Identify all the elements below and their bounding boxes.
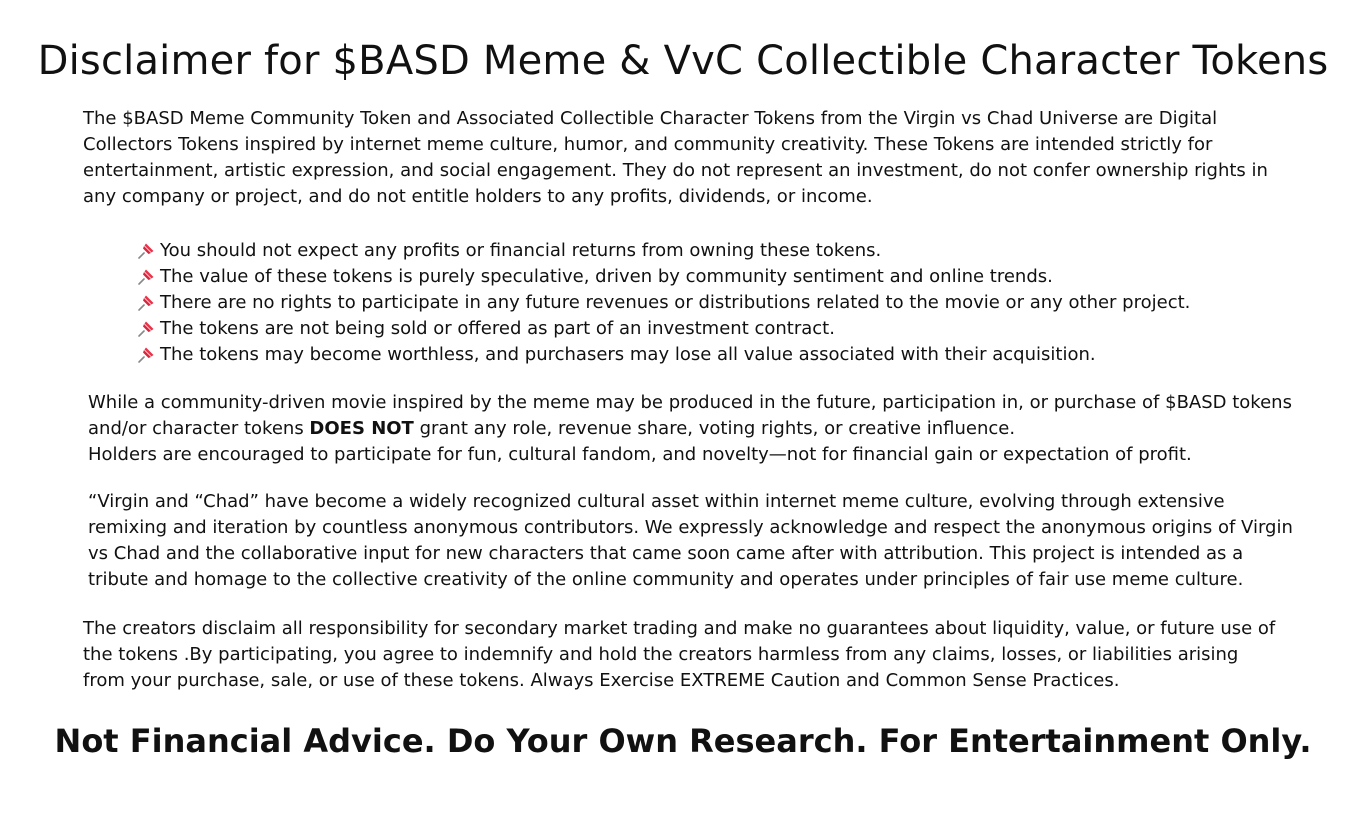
bullet-text: The tokens may become worthless, and purchasers may lose all value associated with their acquisition.	[160, 344, 1096, 365]
bullet-text: The tokens are not being sold or offered as part of an investment contract.	[160, 318, 835, 339]
movie-paragraph	[88, 390, 1303, 468]
footer-disclaimer: Not Financial Advice. Do Your Own Research. For Entertainment Only.	[54, 722, 1312, 760]
page-title: Disclaimer for $BASD Meme & VvC Collectible Character Tokens	[37, 38, 1329, 84]
pushpin-icon	[136, 267, 156, 287]
list-item	[136, 238, 1316, 264]
holders-line: Holders are encouraged to participate for fun, cultural fandom, and novelty—not for financial gain or expectation of profit.	[88, 444, 1192, 465]
list-item	[136, 316, 1316, 342]
pushpin-icon	[136, 293, 156, 313]
liability-paragraph: The creators disclaim all responsibility for secondary market trading and make no guarantees about liquidity, value, or future use of the tokens .By participating, you agree to indemnify and hold the creators harmless from any claims, losses, or liabilities arising from your purchase, sale, or use of these tokens. Always Exercise EXTREME Caution and Common Sense Practices.	[83, 618, 1276, 691]
list-item	[136, 264, 1316, 290]
list-item	[136, 290, 1316, 316]
intro-paragraph: The $BASD Meme Community Token and Associated Collectible Character Tokens from the Virgin vs Chad Universe are Digital Collectors Tokens inspired by internet meme culture, humor, and community creativity. These Tokens are intended strictly for entertainment, artistic expression, and social engagement. They do not represent an investment, do not confer ownership rights in any company or project, and do not entitle holders to any profits, dividends, or income.	[83, 108, 1268, 207]
does-not-emphasis: DOES NOT	[309, 418, 414, 439]
list-item	[136, 342, 1316, 368]
disclaimer-bullet-list	[136, 238, 1316, 368]
attribution-paragraph: “Virgin and “Chad” have become a widely recognized cultural asset within internet meme culture, evolving through extensive remixing and iteration by countless anonymous contributors. We expressly acknowledge and respect the anonymous origins of Virgin vs Chad and the collaborative input for new characters that came soon came after with attribution. This project is intended as a tribute and homage to the collective creativity of the online community and operates under principles of fair use meme culture.	[88, 491, 1293, 590]
pushpin-icon	[136, 319, 156, 339]
movie-text-before: While a community-driven movie inspired by the meme may be produced in the future, participation in, or purchase of $BASD tokens and/or character tokens	[88, 392, 1292, 439]
bullet-text: The value of these tokens is purely speculative, driven by community sentiment and online trends.	[160, 266, 1053, 287]
pushpin-icon	[136, 345, 156, 365]
bullet-text: There are no rights to participate in any future revenues or distributions related to the movie or any other project.	[160, 292, 1191, 313]
bullet-text: You should not expect any profits or financial returns from owning these tokens.	[160, 240, 882, 261]
pushpin-icon	[136, 241, 156, 261]
movie-text-after: grant any role, revenue share, voting rights, or creative influence.	[413, 418, 1016, 439]
